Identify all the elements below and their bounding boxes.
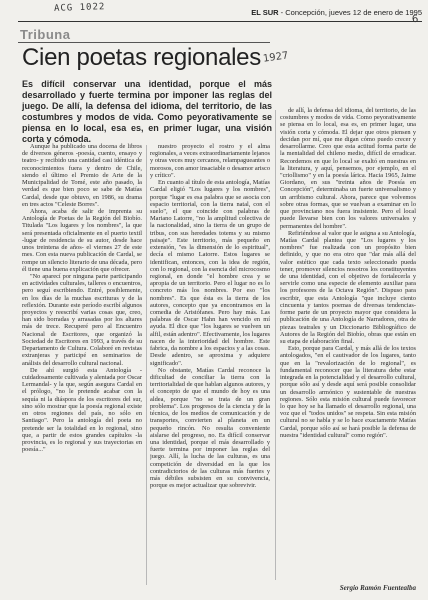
paragraph: No obstante, Matías Cardal reconoce la dificultad de conciliar la tierra con la territorialidad de que hablan algunos autores, y el concepto de que el mundo de hoy es una aldea, porque "no se trata de un gran problema". Los progresos de la ciencia y de la técnica, de los medios de comunicación y de transportes, convierten al planeta en un pequeño rincón. No resulta conveniente aislarse del progreso, no. Es difícil conservar una identidad, porque el más desarrollado y fuerte termina por imponer las reglas del juego. Allí, la lucha de las culturas, es una competición de diversidad en la que los contradictorios de las culturas más fuertes y más débiles subsisten en su convivencia, porque es mejor actualizar que sobrevivir. xyxy=(150,366,270,490)
section-rule xyxy=(18,42,270,43)
handwritten-year-mark: 1927 xyxy=(262,50,290,65)
article-column-1 xyxy=(22,143,142,589)
paragraph: nuestro proyecto el rostro y el alma regionales, a veces extraordinariamente lejanos y otras veces muy cercanos, relampagueantes o morosos, con amor insaciable o desamor arisco y crítico". xyxy=(150,143,270,179)
article-lead: Es difícil conservar una identidad, porque el más desarrollado y fuerte termina por imponer las reglas del juego. De allí, la defensa del idioma, del territorio, de las costumbres y modos de vida. Como peyorativamente se piensa en lo local, esa es, en primer lugar, una visión corta y cómoda. xyxy=(22,79,272,145)
paragraph: Refiriéndose al valor que le asigna a su Antología, Matías Cardal plantea que "Los lugares y los nombres" fue realizada con un propósito bien definido, y que no era otro que "dar más allá del valor estético que cada texto seleccionado pueda tener, promover silencios nosotros los constituyentes de una identidad, con el objetivo de fortalecerla y servirle como una especie de elemento auxiliar para los profesores de la Octava Región". Dispuso para escribir, que esta Antología "que incluye ciento cincuenta y tantos poemas de diversas tendencias- forme parte de un proyecto mayor que considera la publicación de una Antología de Narradores, otra de piezas teatrales y un Diccionario Bibliográfico de Autores de la Región del Biobío, obras que están en su etapa de elaboración final. xyxy=(280,229,416,345)
paragraph: "No aparecí por ninguna parte participando en actividades culturales, talleres o encuentros, pero seguí escribiendo. Entré, posiblemente, en los días de la muchas escrituras y de la reflexión. Durante este período escribí algunos proyectos y reescribí varias cosas que, creo, han sido borradas y arrasadas por los altares más de trece. Recuperé pero al Encuentro Nacional de Escritores, que organizó la Sociedad de Escritores en 1993, a través de su Departamento de Cultura. Colaboré en revistas extranjeras y participé en seminarios de análisis del desarrollo cultural nacional. xyxy=(22,272,142,367)
paragraph: Ahora, acaba de salir de imprenta su Antología de Poetas de la Región del Biobío. Titulada "Los lugares y los nombres", la que será presentada oficialmente en el puerto textil -lugar de residencia de su autor, desde hace unos treintena de años- el viernes 27 de este mes. Con esta nueva publicación de Cardal, se rompe un silencio literario de una década, pero él tiene una buena explicación que ofrecer. xyxy=(22,207,142,273)
paragraph: de allí, la defensa del idioma, del territorio, de las costumbres y modos de vida. Como peyorativamente se piensa en lo local, esa es, en primer lugar, una visión corta y cómoda. El dejar que otros piensen y decidan por mí, que me digan cómo puedo crecer y desarrollarme. Creo que esta actitud forma parte de la mentalidad del chileno medio, difícil de erradicar. Recordemos en que lo local se exaltó en nuestras en la literatura, y aquí, pensemos, por ejemplo, en el "criollismo" y en la poesía lárica. Hacia 1965, Jaime Giordano, en sus "treinta años de Poesía en Concepción", determinaba un fuerte universalismo y un arribismo cultural. Ahora, parece que volvemos sobre otras formas, que se vuelvan a examinar en lo que provinciano nos fuera insistente. Pero el local puede llevarse bien con los valores universales y permanentes del hombre". xyxy=(280,107,416,230)
paragraph: Esto, porque para Cardal, y más allá de los textos antologados, "en el cautivador de los lugares, tanto que en la "revalorización de lo regional", es fundamental reconocer que la literatura debe estar integrada en la potencialidad y el desarrollo cultural, porque sólo así y desde aquí será posible consolidar un desarrollo armónico y sustentable de nuestras regiones. Sólo esta misión cultural puede favorecer lo que hoy se ha llamado el desarrollo regional, una voz que el "todos unidos" se respeta. Sin esta misión cultural no se habla y se lo hace exactamente Matías Cardal, porque sólo así se hará posible la defensa de nuestra "identidad cultural" como región". xyxy=(280,345,416,439)
paragraph: De ahí surgió esta Antología -cuidadosamente cultivada y alentada por Oscar Lermandal- y la que, según asegura Cardal en el prólogo, "no le pretende acabar con la sequía ni la diáspora de los escritores del sur, sino sólo mostrar que la poesía regional existe en otros regiones del país, no sólo en Santiago". Pero la antología del poeta no pretende ser la totalidad en lo regional, sino que, a partir de estos grandes capítulos -la provincia, es lo regional y sus trayectorias en poesía..." xyxy=(22,366,142,454)
newspaper-name: EL SUR xyxy=(251,8,279,17)
masthead-date: - Concepción, jueves 12 de enero de 1995 xyxy=(278,8,422,17)
column-divider xyxy=(275,110,276,580)
article-column-3 xyxy=(280,107,416,575)
column-divider xyxy=(146,145,147,585)
paragraph: Aunque ha publicado una docena de libros de diversos géneros -poesía, cuento, ensayo y teatro- y recibido una cantidad casi idéntica de reconocimientos fuera y dentro de Chile, siendo el último el Premio de Arte de la Municipalidad de Tomé, este año pasado, la verdad es que bien poco se sabe de Matías Cardal, desde que obtuvo, en 1986, su drama en tres actos "Celeste Borres". xyxy=(22,143,142,208)
article-title: Cien poetas regionales xyxy=(22,44,261,71)
handwritten-archive-code: ACG 1022 xyxy=(53,2,106,14)
handwritten-page-mark: 6 xyxy=(411,13,419,26)
section-label: Tribuna xyxy=(20,27,71,42)
author-signature: Sergio Ramón Fuentealba xyxy=(339,584,416,592)
article-column-2 xyxy=(150,143,270,589)
paragraph: En cuanto al título de esta antología, Matías Cardal eligió "Los lugares y los nombres", porque "lugar es esa palabra que se asocia con espacio territorial, con la tierra natal, con el suelo", el que coincide con palabras de Mariano Latorre, "no la amplitud colectiva de la nacionalidad, sino la tierra de un grupo de tribus, con sus heredades totems y su mismo paisaje". Este territorio, más pequeño en extensión, "es la dimensión de lo espiritual", decía el mismo Latorre. Estos lugares se identifican, entonces, con la idea de región, con lo regional, con la esencia del microcosmo regional, en donde "el hombre crea y se apropia de un territorio. Pero el lugar no es lo concreto más los nombres. Por eso "los nombres". Es que ésta es la tierra de los autores, concepto que ya encontramos en la comedia de Aristófanes. Pero hay más. Las palabras de Oscar Hahn han vencido en mí ayuda. El dice que "los lugares se vuelven un alfil, están adentro". Efectivamente, los lugares nacen de la interioridad del hombre. Este fabrica, da nombre a los espacios y a las cosas. Desde adentro, se aproxima y adquiere significado". xyxy=(150,179,270,367)
masthead xyxy=(223,8,422,17)
masthead-rule xyxy=(18,21,422,22)
